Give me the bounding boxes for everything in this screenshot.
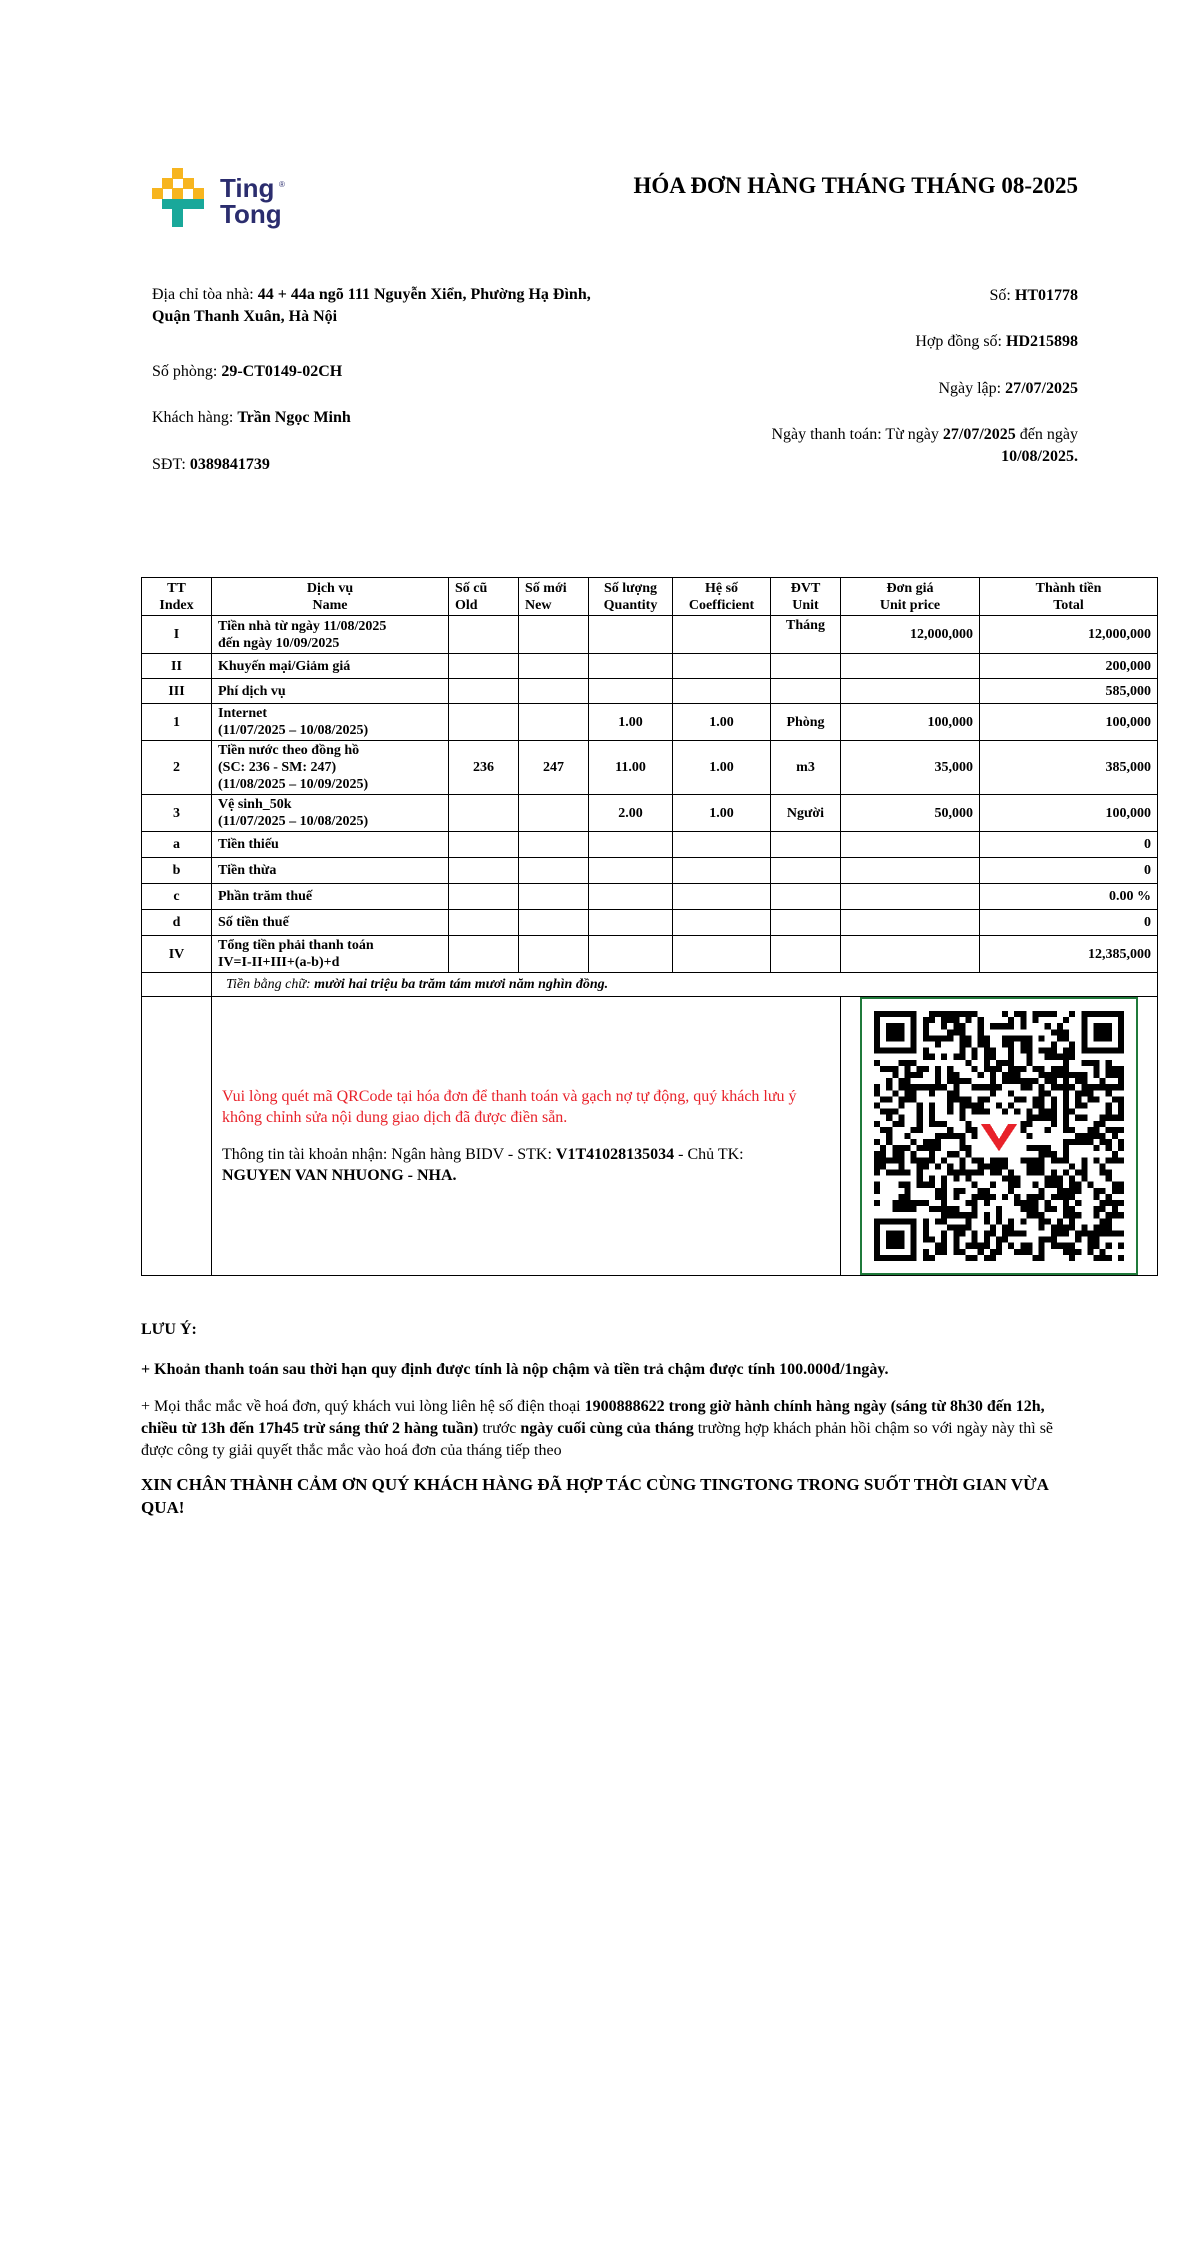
header-old: Số cũ Old bbox=[449, 578, 519, 616]
table-row bbox=[142, 795, 1158, 832]
row-index: a bbox=[142, 832, 212, 858]
qr-row bbox=[142, 997, 1158, 1276]
phone-value: 0389841739 bbox=[189, 456, 270, 473]
qr-cell bbox=[841, 997, 1158, 1276]
header-index: TT Index bbox=[142, 578, 212, 616]
issue-date-label: Ngày lập: bbox=[938, 380, 1006, 397]
row-index: d bbox=[142, 910, 212, 936]
row-unit: m3 bbox=[771, 741, 841, 795]
address-value: 44 + 44a ngõ 111 Nguyễn Xiển, Phường Hạ Đình, Quận Thanh Xuân, Hà Nội bbox=[152, 286, 591, 325]
amount-in-words-value: mười hai triệu ba trăm tám mươi năm nghìn đồng. bbox=[314, 977, 609, 992]
amount-in-words-row bbox=[142, 973, 1158, 997]
logo-text-ting: Ting bbox=[220, 173, 275, 203]
row-name: Phí dịch vụ bbox=[212, 679, 449, 704]
row-total: 200,000 bbox=[980, 654, 1158, 679]
qr-code-icon bbox=[874, 1011, 1124, 1261]
row-total: 100,000 bbox=[980, 795, 1158, 832]
row-index: c bbox=[142, 884, 212, 910]
inquiry-note bbox=[141, 1396, 1066, 1462]
qr-code-frame bbox=[860, 997, 1138, 1275]
customer bbox=[152, 407, 351, 429]
row-index: 3 bbox=[142, 795, 212, 832]
table-row bbox=[142, 654, 1158, 679]
row-unit-price: 12,000,000 bbox=[841, 616, 980, 654]
row-index: IV bbox=[142, 936, 212, 973]
row-unit: Tháng bbox=[771, 616, 841, 654]
row-quantity bbox=[589, 616, 673, 654]
table-row bbox=[142, 858, 1158, 884]
row-old bbox=[449, 616, 519, 654]
customer-label: Khách hàng: bbox=[152, 409, 238, 426]
payment-from: 27/07/2025 bbox=[942, 426, 1016, 443]
header-unit-price: Đơn giá Unit price bbox=[841, 578, 980, 616]
phone bbox=[152, 454, 270, 476]
invoice-title: HÓA ĐƠN HÀNG THÁNG THÁNG 08-2025 bbox=[633, 173, 1078, 198]
row-name: Số tiền thuế bbox=[212, 910, 449, 936]
row-unit: Người bbox=[771, 795, 841, 832]
logo-text-tong: Tong bbox=[220, 199, 282, 229]
table-row-grand-total bbox=[142, 936, 1158, 973]
payment-label: Ngày thanh toán: Từ ngày bbox=[771, 426, 943, 443]
row-unit-price: 100,000 bbox=[841, 704, 980, 741]
account-label: Thông tin tài khoản nhận: Ngân hàng BIDV - STK: bbox=[222, 1146, 556, 1163]
row-coefficient: 1.00 bbox=[673, 704, 771, 741]
phone-label: SĐT: bbox=[152, 456, 190, 473]
row-unit-price: 50,000 bbox=[841, 795, 980, 832]
row-name: Vệ sinh_50k (11/07/2025 – 10/08/2025) bbox=[212, 795, 449, 832]
payment-instructions bbox=[212, 997, 841, 1276]
header-name: Dịch vụ Name bbox=[212, 578, 449, 616]
late-payment-note: + Khoản thanh toán sau thời hạn quy định được tính là nộp chậm và tiền trả chậm được tính 100.000đ/1ngày. bbox=[141, 1361, 889, 1378]
room-value: 29-CT0149-02CH bbox=[221, 363, 343, 380]
row-name: Tiền thiếu bbox=[212, 832, 449, 858]
inquiry-hotline: 1900888622 trong giờ hành chính hàng ngày (sáng từ 8h30 đến 12h, chiều từ 13h đến 17h45 trừ sáng thứ 2 hàng tuần) bbox=[141, 1398, 1045, 1437]
row-name: Phần trăm thuế bbox=[212, 884, 449, 910]
thank-you-message: XIN CHÂN THÀNH CẢM ƠN QUÝ KHÁCH HÀNG ĐÃ HỢP TÁC CÙNG TINGTONG TRONG SUỐT THỜI GIAN VỪA QUA! bbox=[141, 1475, 1048, 1517]
row-total: 0 bbox=[980, 858, 1158, 884]
inquiry-deadline: ngày cuối cùng của tháng bbox=[520, 1420, 694, 1437]
payment-mid: đến ngày bbox=[1015, 426, 1078, 443]
row-index: III bbox=[142, 679, 212, 704]
row-total: 585,000 bbox=[980, 679, 1158, 704]
inquiry-post: trường hợp khách phản hồi chậm so với ngày này thì sẽ được công ty giải quyết thắc mắc vào hoá đơn của tháng tiếp theo bbox=[141, 1420, 1054, 1459]
row-coefficient: 1.00 bbox=[673, 795, 771, 832]
inquiry-mid: trước bbox=[478, 1420, 521, 1437]
row-name: Khuyến mại/Giảm giá bbox=[212, 654, 449, 679]
contract-number bbox=[915, 331, 1078, 353]
payment-to: 10/08/2025. bbox=[1001, 448, 1078, 465]
row-total: 385,000 bbox=[980, 741, 1158, 795]
row-quantity: 11.00 bbox=[589, 741, 673, 795]
row-unit: Phòng bbox=[771, 704, 841, 741]
table-row bbox=[142, 884, 1158, 910]
row-new bbox=[519, 616, 589, 654]
invoice-table bbox=[141, 577, 1158, 1276]
header-new: Số mới New bbox=[519, 578, 589, 616]
table-row bbox=[142, 910, 1158, 936]
row-new: 247 bbox=[519, 741, 589, 795]
room-label: Số phòng: bbox=[152, 363, 222, 380]
account-number: V1T41028135034 bbox=[555, 1146, 675, 1163]
account-info bbox=[222, 1144, 824, 1186]
customer-value: Trần Ngọc Minh bbox=[237, 409, 351, 426]
row-coefficient: 1.00 bbox=[673, 741, 771, 795]
row-name: Tiền thừa bbox=[212, 858, 449, 884]
payment-period bbox=[658, 424, 1078, 468]
account-mid: - Chủ TK: bbox=[674, 1146, 744, 1163]
grand-total: 12,385,000 bbox=[980, 936, 1158, 973]
row-index: 2 bbox=[142, 741, 212, 795]
row-total: 12,000,000 bbox=[980, 616, 1158, 654]
row-coefficient bbox=[673, 616, 771, 654]
amount-in-words bbox=[212, 973, 1158, 997]
building-address bbox=[152, 284, 602, 328]
row-old: 236 bbox=[449, 741, 519, 795]
row-total: 0.00 % bbox=[980, 884, 1158, 910]
table-row bbox=[142, 741, 1158, 795]
header-total: Thành tiền Total bbox=[980, 578, 1158, 616]
issue-date-value: 27/07/2025 bbox=[1005, 380, 1078, 397]
row-name: Tiền nhà từ ngày 11/08/2025 đến ngày 10/09/2025 bbox=[212, 616, 449, 654]
tingtong-logo-mark bbox=[152, 168, 218, 234]
row-index: 1 bbox=[142, 704, 212, 741]
row-name: Internet (11/07/2025 – 10/08/2025) bbox=[212, 704, 449, 741]
inquiry-pre: + Mọi thắc mắc về hoá đơn, quý khách vui lòng liên hệ số điện thoại bbox=[141, 1398, 585, 1415]
notes-heading: LƯU Ý: bbox=[141, 1321, 197, 1338]
contract-label: Hợp đồng số: bbox=[915, 333, 1006, 350]
amount-in-words-label: Tiền bằng chữ: bbox=[226, 977, 315, 992]
row-total: 100,000 bbox=[980, 704, 1158, 741]
row-name: Tiền nước theo đồng hồ (SC: 236 - SM: 247) (11/08/2025 – 10/09/2025) bbox=[212, 741, 449, 795]
tingtong-logo bbox=[152, 168, 302, 234]
address-label: Địa chỉ tòa nhà: bbox=[152, 286, 258, 303]
account-holder: NGUYEN VAN NHUONG - NHA. bbox=[222, 1167, 457, 1184]
row-quantity: 1.00 bbox=[589, 704, 673, 741]
row-index: b bbox=[142, 858, 212, 884]
header-unit: ĐVT Unit bbox=[771, 578, 841, 616]
invoice-number bbox=[990, 285, 1078, 307]
issue-date bbox=[938, 378, 1078, 400]
invoice-number-value: HT01778 bbox=[1014, 287, 1078, 304]
row-quantity: 2.00 bbox=[589, 795, 673, 832]
row-total: 0 bbox=[980, 910, 1158, 936]
qr-note: Vui lòng quét mã QRCode tại hóa đơn để thanh toán và gạch nợ tự động, quý khách lưu ý không chỉnh sửa nội dung giao dịch đã được điền sẵn. bbox=[222, 1088, 797, 1126]
row-unit-price: 35,000 bbox=[841, 741, 980, 795]
logo-registered-mark: ® bbox=[279, 180, 285, 189]
row-total: 0 bbox=[980, 832, 1158, 858]
table-row bbox=[142, 679, 1158, 704]
invoice-number-label: Số: bbox=[989, 287, 1015, 304]
header-quantity: Số lượng Quantity bbox=[589, 578, 673, 616]
header-coefficient: Hệ số Coefficient bbox=[673, 578, 771, 616]
table-row bbox=[142, 832, 1158, 858]
table-row bbox=[142, 704, 1158, 741]
table-row bbox=[142, 616, 1158, 654]
table-header-row bbox=[142, 578, 1158, 616]
row-index: I bbox=[142, 616, 212, 654]
row-index: II bbox=[142, 654, 212, 679]
room-number bbox=[152, 361, 342, 383]
row-name: Tổng tiền phải thanh toán IV=I-II+III+(a-b)+d bbox=[212, 936, 449, 973]
contract-value: HD215898 bbox=[1006, 333, 1078, 350]
